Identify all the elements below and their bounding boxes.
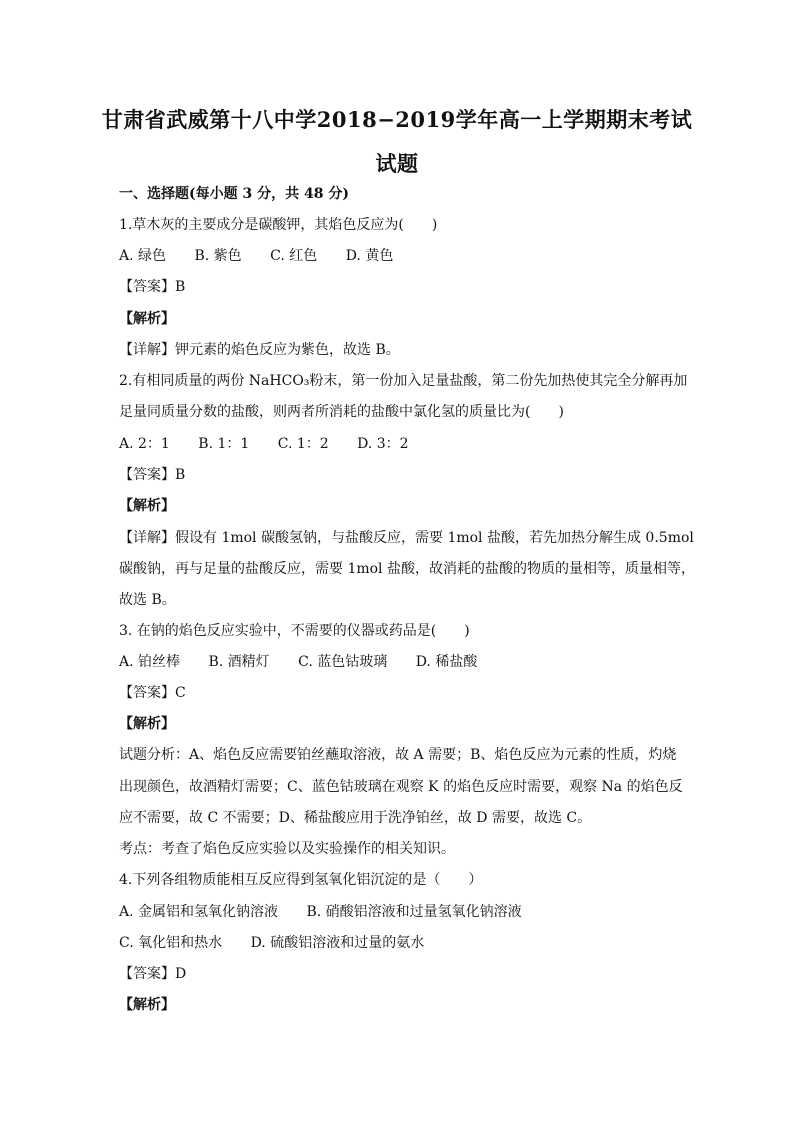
q1-option-d: D. 黄色 xyxy=(345,248,394,264)
q4-options-row-1 xyxy=(119,902,679,922)
q2-option-c: C. 1：2 xyxy=(277,436,329,452)
q4-stem: 4.下列各组物质能相互反应得到氢氧化铝沉淀的是（ ） xyxy=(119,872,483,888)
q3-option-a: A. 铂丝棒 xyxy=(119,654,181,670)
q4-option-b: B. 硝酸铝溶液和过量氢氧化钠溶液 xyxy=(306,904,522,920)
q2-option-b: B. 1：1 xyxy=(198,436,250,452)
q3-detail-line-1: 试题分析：A、焰色反应需要铂丝蘸取溶液，故 A 需要；B、焰色反应为元素的性质，灼烧 xyxy=(119,747,677,763)
q3-detail-line-2: 出现颜色，故酒精灯需要；C、蓝色钴玻璃在观察 K 的焰色反应时需要，观察 Na 的焰色反 xyxy=(119,779,683,795)
q4-options-row-2 xyxy=(119,933,679,953)
q2-option-d: D. 3：2 xyxy=(357,436,409,452)
q3-analysis-label: 【解析】 xyxy=(119,716,175,732)
q4-option-c: C. 氧化铝和热水 xyxy=(119,935,223,951)
q2-option-a: A. 2：1 xyxy=(119,436,170,452)
q2-answer: 【答案】B xyxy=(119,467,186,483)
q4-option-d: D. 硫酸铝溶液和过量的氨水 xyxy=(250,935,425,951)
q3-option-d: D. 稀盐酸 xyxy=(415,654,478,670)
q4-option-a: A. 金属铝和氢氧化钠溶液 xyxy=(119,904,279,920)
q3-answer: 【答案】C xyxy=(119,685,186,701)
section-header: 一、选择题(每小题 3 分，共 48 分) xyxy=(119,186,349,202)
q1-analysis-label: 【解析】 xyxy=(119,311,175,327)
q3-kaodian: 考点：考查了焰色反应实验以及实验操作的相关知识。 xyxy=(119,841,455,857)
q1-options xyxy=(119,246,679,266)
q1-option-a: A. 绿色 xyxy=(119,248,167,264)
q4-answer: 【答案】D xyxy=(119,966,187,982)
q3-option-c: C. 蓝色钴玻璃 xyxy=(298,654,388,670)
q2-analysis-label: 【解析】 xyxy=(119,498,175,514)
q3-stem: 3. 在钠的焰色反应实验中，不需要的仪器或药品是( ) xyxy=(119,623,470,639)
q2-detail-line-3: 故选 B。 xyxy=(119,592,176,608)
q1-option-c: C. 红色 xyxy=(270,248,318,264)
q1-detail: 【详解】钾元素的焰色反应为紫色，故选 B。 xyxy=(119,342,400,358)
document-title-line-2: 试题 xyxy=(375,151,419,176)
document-title-line-1: 甘肃省武威第十八中学2018−2019学年高一上学期期末考试 xyxy=(101,107,693,132)
q3-detail-line-3: 应不需要，故 C 不需要；D、稀盐酸应用于洗净铂丝，故 D 需要，故选 C。 xyxy=(119,810,592,826)
q4-analysis-label: 【解析】 xyxy=(119,997,175,1013)
q1-answer: 【答案】B xyxy=(119,279,186,295)
q1-option-b: B. 紫色 xyxy=(194,248,242,264)
q2-detail-line-1: 【详解】假设有 1mol 碳酸氢钠，与盐酸反应，需要 1mol 盐酸，若先加热分解生成 0.5mol xyxy=(119,530,694,546)
q3-options xyxy=(119,652,679,672)
q2-stem-line-2: 足量同质量分数的盐酸，则两者所消耗的盐酸中氯化氢的质量比为( ) xyxy=(119,404,564,420)
q2-detail-line-2: 碳酸钠，再与足量的盐酸反应，需要 1mol 盐酸，故消耗的盐酸的物质的量相等，质量相等， xyxy=(119,561,695,577)
q2-options xyxy=(119,434,679,454)
q1-stem: 1.草木灰的主要成分是碳酸钾，其焰色反应为( ) xyxy=(119,217,438,233)
q2-stem-line-1: 2.有相同质量的两份 NaHCO₃粉末，第一份加入足量盐酸，第二份先加热使其完全分解再加 xyxy=(119,373,688,389)
q3-option-b: B. 酒精灯 xyxy=(208,654,270,670)
